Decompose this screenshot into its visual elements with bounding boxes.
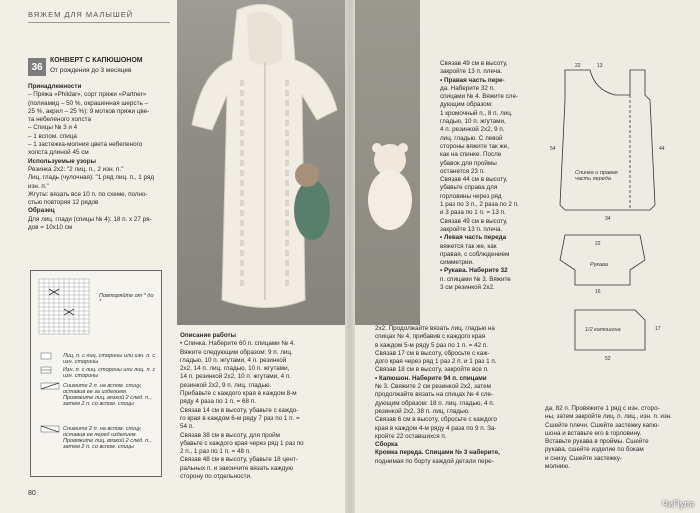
assembly-column (545, 405, 695, 471)
svg-text:22: 22 (595, 241, 601, 247)
back-schematic-label: Спинка и правая часть переда (575, 170, 618, 182)
right_col1-line: останется 23 п. (440, 167, 485, 175)
page-header: ВЯЖЕМ ДЛЯ МАЛЫШЕЙ (28, 10, 134, 19)
work-description-column (180, 332, 340, 481)
teddy-illustration (355, 0, 420, 325)
svg-text:34: 34 (605, 216, 611, 222)
left_col-line: Принадлежности (28, 83, 82, 90)
right_col2-line: резинкой 2х2, 38 п. лиц. гладью. (375, 407, 470, 415)
right_col1-line: 1 раз по 3 п., 2 раза по 2 п. (440, 201, 519, 209)
svg-text:52: 52 (605, 356, 611, 362)
pattern-subtitle: От рождения до 3 месяцев (50, 67, 132, 74)
work_col-line: ральных п. и закончите вязать каждую (180, 464, 294, 472)
hood-instructions-column (375, 325, 535, 466)
right_col1-line: гладью, 10 п. жгутами, (440, 118, 506, 126)
right_col1-line: спицами № 4. Вяжите сле- (440, 93, 519, 101)
right_col1-line: Связав 49 см в высоту, (440, 60, 508, 67)
work_col-line: 54 п. (180, 423, 194, 431)
right_col2-line: Связав 17 см в высоту, сбросьте с каж- (375, 349, 490, 357)
left_col-line: Образец (28, 207, 55, 215)
right_col2-line: поднимая по борту каждой детали пере- (375, 457, 494, 465)
schematics (535, 55, 695, 390)
right_col2-line: Кромка переда. Спицами № 3 наберите, (375, 449, 500, 457)
right_col1-line: п. спицами № 3. Вяжите (440, 275, 511, 283)
right_col2-line: Связав 6 см в высоту, сбросьте с каждого (375, 416, 497, 424)
chart-repeat-note: Повторяйте от * до * (99, 293, 154, 305)
work_col-line: Прибавьте с каждого края в каждом 8-м (180, 390, 297, 398)
right_col2-line: дующим образом: 18 п. лиц. гладью, 4 п. (375, 399, 495, 407)
baby-bunting-photo (177, 0, 345, 325)
left_col-line: – 1 застежка-молния цвета небеленого (28, 141, 143, 149)
left_col-line: Резинка 2х2: "2 лиц. п., 2 изн. п." (28, 165, 124, 173)
right_col2-line: 2х2. Продолжайте вязать лиц. гладью на (375, 325, 495, 332)
svg-text:17: 17 (655, 326, 661, 332)
left_col-line: – Пряжа «Phildar», сорт пряжи «Partner» (28, 91, 147, 99)
photo-continuation (355, 0, 420, 325)
right_col1-line: вяжется так же, как (440, 242, 497, 250)
work_col-line: • Спинка. Наберите 60 п. спицами № 4. (180, 340, 296, 348)
right_col1-line: • Рукава. Наберите 32 (440, 267, 508, 275)
book-gutter (345, 0, 355, 513)
right_col3-line: да, 82 п. Провяжите 1 ряд с изн. сторо- (545, 405, 660, 412)
right_col1-line: симметрии. (440, 259, 474, 267)
right_col2-line: кройте 22 оставшихся п. (375, 432, 447, 440)
right_col3-line: ны, затем закройте лиц. п. лиц., изн. п. изн. (545, 413, 673, 421)
right_col1-line: • Правая часть пере- (440, 76, 505, 84)
left_col-line: та небеленого холста (28, 116, 91, 124)
work_col-line: резинкой 2х2, 9 п. лиц. гладью. (180, 381, 272, 389)
right_col1-line: горловины через ряд (440, 192, 502, 200)
svg-text:54: 54 (550, 146, 556, 152)
work_col-line: сторону по отдельности. (180, 473, 252, 481)
left_col-line: Лиц. гладь (чулочная): "1 ряд лиц. п., 1 ряд (28, 174, 155, 182)
right_col1-line: дующим образом: (440, 101, 493, 109)
left_col-line: (полиамид – 50 %, окрашенная шерсть – (28, 99, 148, 107)
materials-column (28, 83, 178, 232)
svg-text:16: 16 (595, 289, 601, 295)
legend-knit: Лиц. п. с лиц. стороны или изн. п. с изн. стороны (63, 353, 156, 365)
right_col1-line: • Левая часть переда (440, 234, 507, 242)
knitting-chart (30, 270, 162, 477)
legend-cable-front: Снимите 2 п. на вспом. спицу, оставив ее перед изделием. Провяжите лиц. вязкой 2 след. п., затем 2 п. со вспом. спицы (63, 426, 152, 450)
right_col1-line: правая, с соблюдением (440, 250, 510, 258)
right_col3-line: шона и вставьте его в горловину. (545, 429, 642, 437)
right_col2-line: Сборка (375, 441, 398, 449)
left_col-line: холста длиной 45 см (28, 149, 89, 157)
right_col2-line: спицах № 4, прибавив с каждого края (375, 333, 486, 341)
work_col-line: гладью, 10 п. жгутами, 4 п. резинкой (180, 356, 287, 364)
left_col-line: – Спицы № 3 и 4 (28, 124, 78, 132)
left_col-line: – 1 вспом. спица (28, 132, 77, 140)
hood-schematic-label: 1/2 капюшона (585, 327, 621, 333)
photo-illustration (177, 0, 345, 325)
right_col3-line: Сшейте плечи. Сшейте застежку капю- (545, 421, 660, 429)
work_col-line: 14 п. резинкой 2х2, 10 п. жгутами, 4 п. (180, 373, 292, 381)
left_col-line: изн. п." (28, 182, 49, 190)
work_col-line: Вяжите следующим образом: 9 п. лиц. (180, 348, 293, 356)
left_col-line: 25 %, акрил – 25 %): 9 мотков пряжи цве- (28, 107, 150, 115)
work_col-line: Связав 38 см в высоту, для пройм (180, 431, 280, 439)
right_col1-line: 3 см резинкой 2х2. (440, 284, 495, 292)
header-rule (28, 22, 170, 23)
right_col1-line: 1 кромочный п., 8 п. лиц. (440, 109, 513, 117)
right_col1-line: лиц. гладью. С левой (440, 134, 503, 142)
right_col3-line: рукава, сшейте изделие по бокам (545, 446, 644, 454)
right_col1-line: закройте 13 п. плеча. (440, 225, 503, 233)
right_col3-line: и снизу. Сшейте застежку- (545, 454, 622, 462)
work_col-line: 2 п., 1 раз по 1 п. = 48 п. (180, 448, 251, 456)
work_col-line: Связав 14 см в высоту, убавьте с каждо- (180, 406, 299, 414)
right_col3-line: Вставьте рукава в проймы. Сшейте (545, 438, 649, 446)
right_col1-line: 4 п. резинкой 2х2, 9 п. (440, 126, 505, 134)
legend-cable-back: Снимите 2 п. на вспом. спицу, оставив ее за изделием. Провяжите лиц. вязкой 2 след. п., затем 2 п. со вспом. спицы (63, 383, 152, 407)
left_col-line: дов = 10х10 см (28, 224, 73, 232)
work_col-line: 2х2, 14 п. лиц. гладью, 10 п. жгутами, (180, 365, 290, 373)
sleeve-schematic-label: Рукава (590, 262, 608, 268)
right_col3-line: молнию. (545, 463, 570, 471)
pattern-title: КОНВЕРТ С КАПЮШОНОМ (50, 57, 143, 64)
right_col2-line: Связав 18 см в высоту, закройте все п. (375, 366, 489, 374)
right_col2-line: в каждом 5-м ряду 5 раз по 1 п. = 42 п. (375, 341, 489, 349)
svg-text:13: 13 (597, 63, 603, 69)
pattern-number-badge: 36 (28, 58, 46, 76)
right_col1-line: стороны вяжите так же, (440, 142, 509, 150)
work_col-line: го края в каждом 6-м ряду 7 раз по 1 п. = (180, 414, 300, 422)
legend-purl: Изн. п. с лиц. стороны или лиц. п. с изн. стороны (63, 367, 156, 379)
work_col-line: ряду 4 раза по 1 п. = 68 п. (180, 398, 256, 406)
right_col2-line: края в каждом 4-м ряду 4 раза по 9 п. За- (375, 424, 497, 432)
right_col1-line: убавьте справа для (440, 184, 498, 192)
right_col1-line: убавок для проймы (440, 159, 497, 167)
left_col-line: Жгуты: вязать все 10 п. по схеме, полно- (28, 190, 148, 198)
left_col-line: стью повторяя 12 рядов (28, 199, 99, 207)
right_col1-line: и 3 раза по 1 п. = 13 п. (440, 209, 506, 217)
work_col-line: убавьте с каждого края через ряд 1 раз по (180, 439, 304, 447)
left_col-line: Используемые узоры (28, 157, 96, 165)
right_col1-line: Связав 44 см в высоту, (440, 176, 508, 184)
work_col-line: Описание работы (180, 332, 236, 339)
watermark: ЧиПуля (662, 499, 694, 509)
right_col2-line: дого края через ряд 1 раз 2 п. и 1 раз 1 п. (375, 358, 497, 366)
right_col2-line: продолжайте вязать на спицах № 4 сле- (375, 391, 494, 399)
front-instructions-column (440, 60, 530, 292)
svg-text:44: 44 (659, 146, 665, 152)
svg-text:22: 22 (575, 63, 581, 69)
page-number: 80 (28, 490, 36, 497)
right_col1-line: закройте 13 п. плеча. (440, 68, 503, 76)
right_col1-line: Связав 49 см в высоту, (440, 217, 508, 225)
right_col2-line: № 3. Свяжите 2 см резинкой 2х2, затем (375, 383, 491, 391)
right_col1-line: как на спинке. После (440, 151, 502, 159)
work_col-line: Связав 48 см в высоту, убавьте 18 цент- (180, 456, 298, 464)
right_col2-line: • Капюшон. Наберите 94 п. спицами (375, 374, 487, 382)
left_col-line: Для лиц. глади (спицы № 4): 18 п. х 27 ря- (28, 215, 152, 223)
right_col1-line: да. Наберите 32 п. (440, 84, 495, 92)
